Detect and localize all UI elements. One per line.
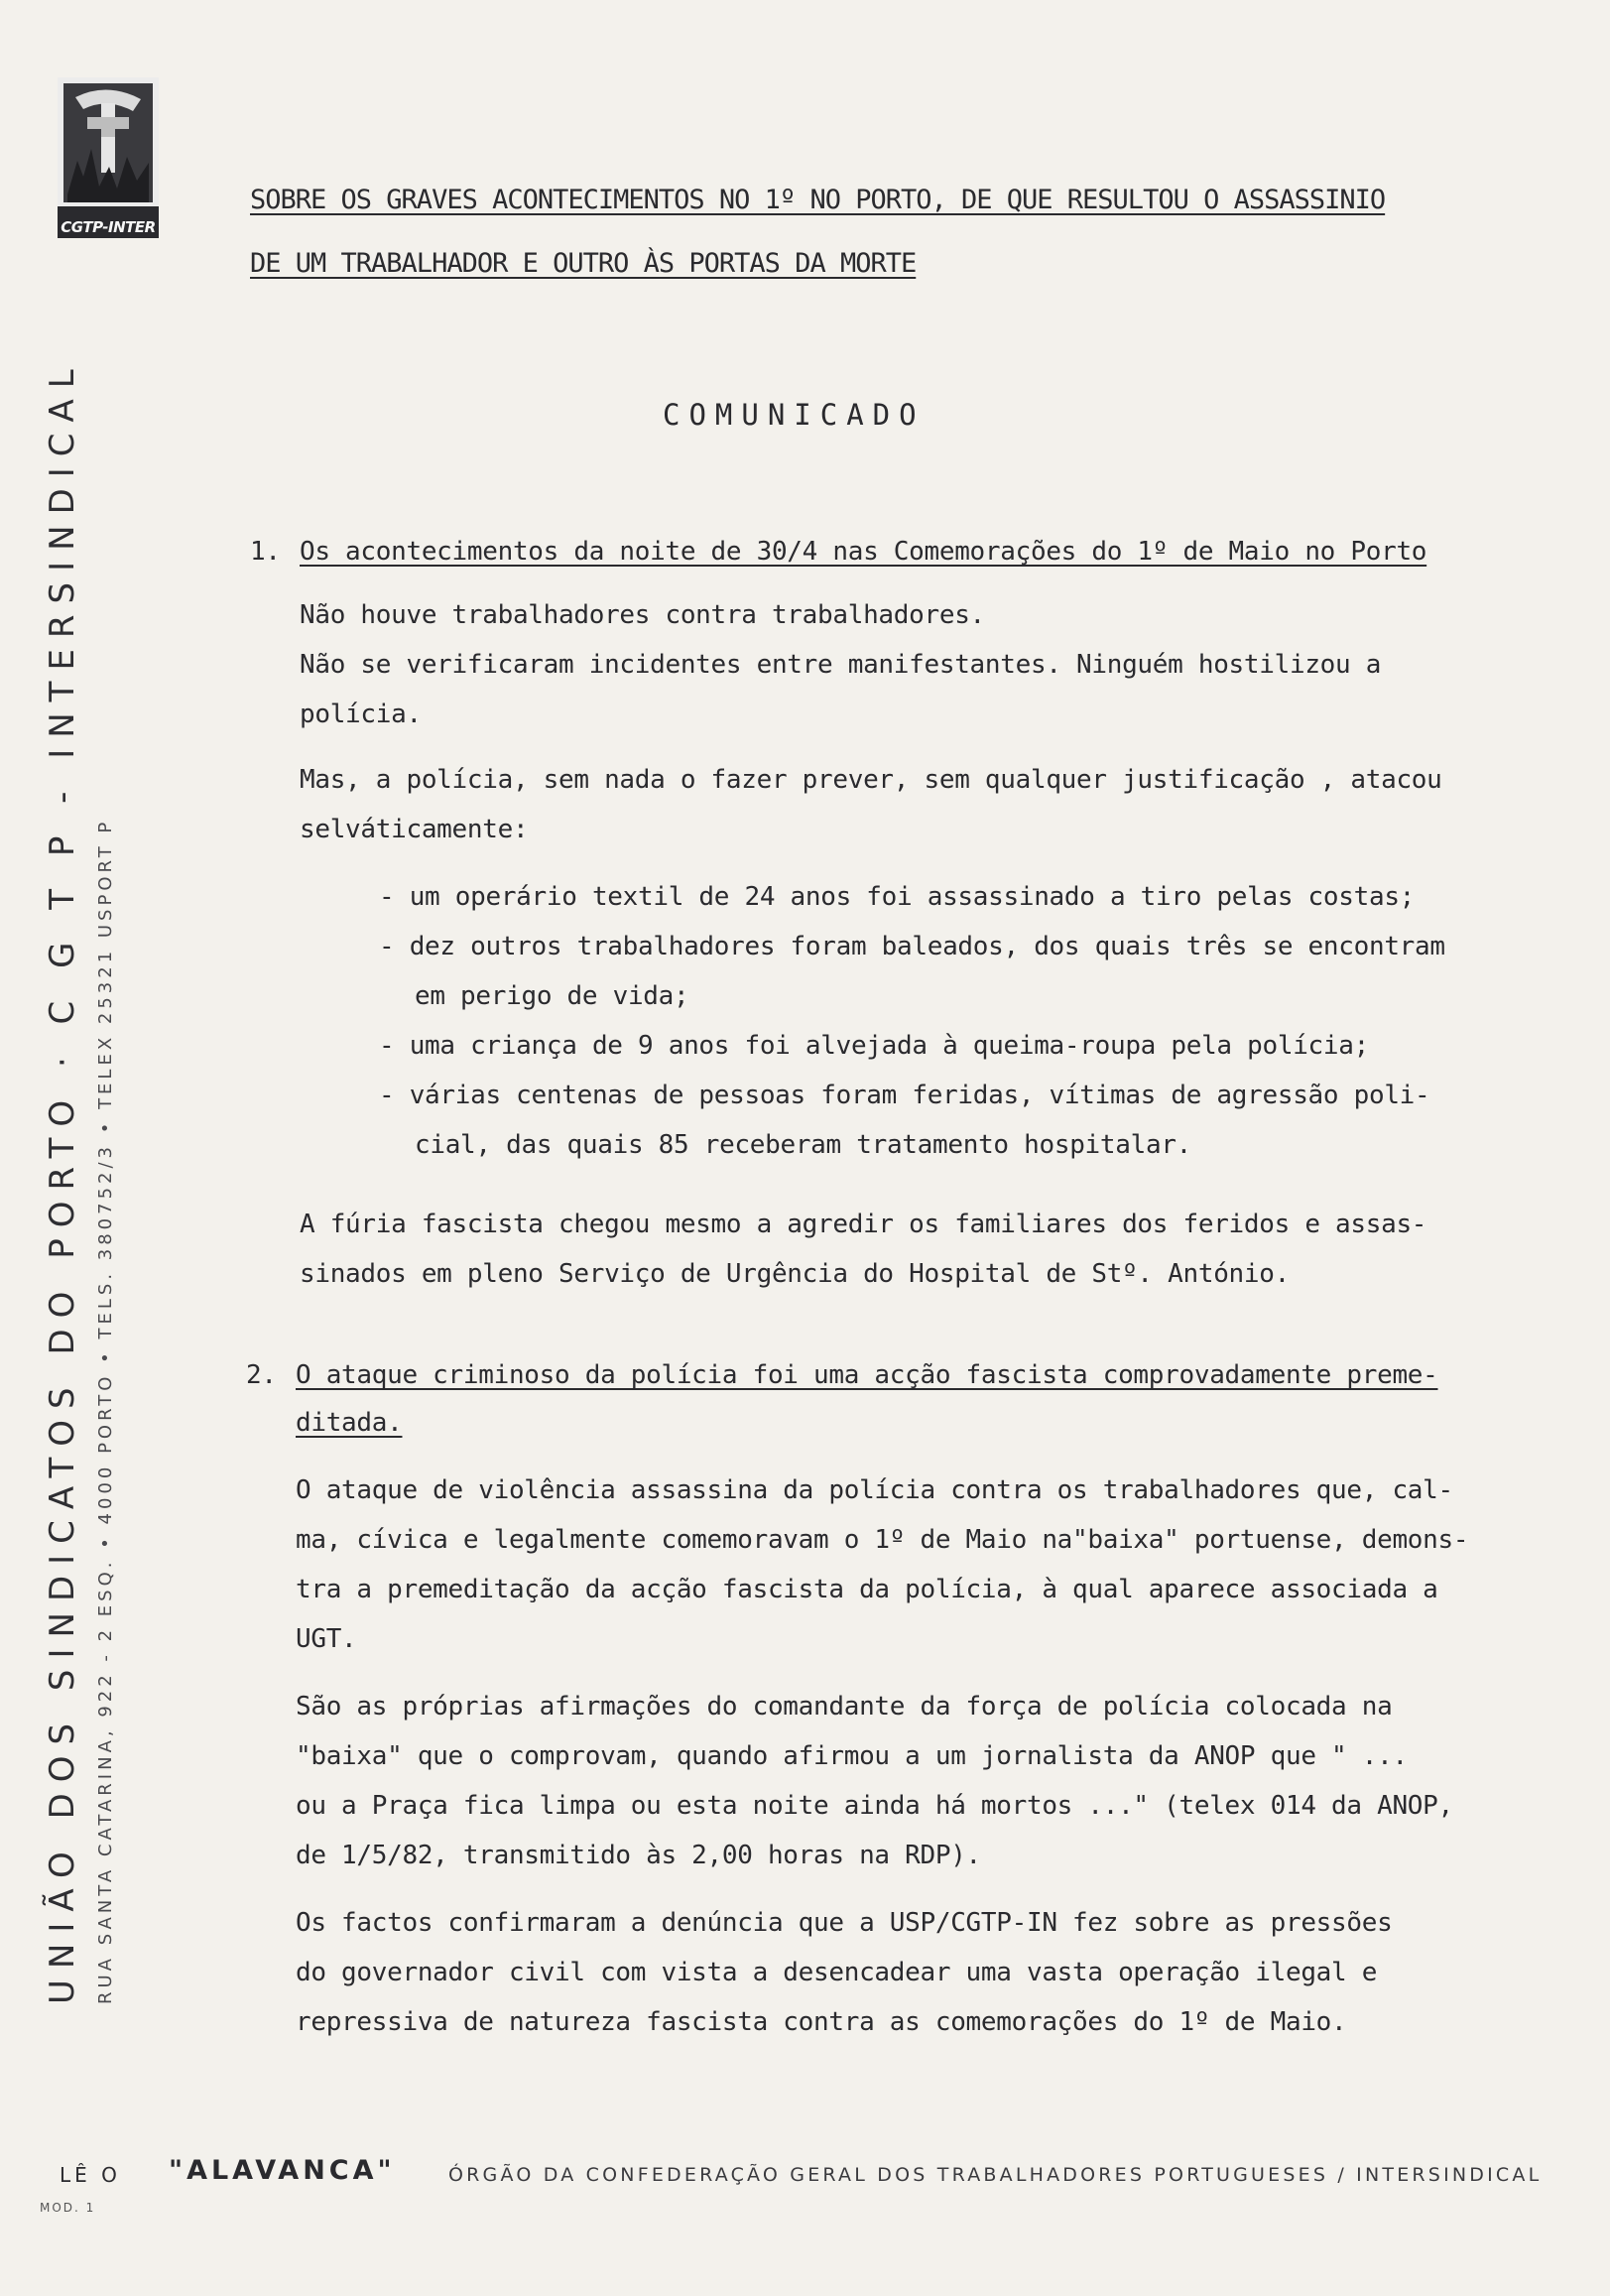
section-1-line: Não houve trabalhadores contra trabalhadores. [300, 600, 985, 630]
section-2-paragraph: de 1/5/82, transmitido às 2,00 horas na RDP). [296, 1841, 981, 1870]
section-2-paragraph: São as próprias afirmações do comandante da força de polícia colocada na [296, 1692, 1393, 1722]
footer-lead: LÊ O [60, 2163, 121, 2187]
logo-text: CGTP-INTER [61, 218, 156, 236]
section-1-title: Os acontecimentos da noite de 30/4 nas Comemorações do 1º de Maio no Porto [300, 537, 1427, 567]
section-1-closing: sinados em pleno Serviço de Urgência do Hospital de Stº. António. [300, 1259, 1290, 1289]
casualty-item: - uma criança de 9 anos foi alvejada à queima-roupa pela polícia; [379, 1031, 1369, 1061]
section-1-number: 1. [250, 537, 281, 567]
section-2-title: O ataque criminoso da polícia foi uma acção fascista comprovadamente preme- [296, 1360, 1438, 1390]
section-2-paragraph: Os factos confirmaram a denúncia que a USP/CGTP-IN fez sobre as pressões [296, 1908, 1393, 1938]
section-2-paragraph: ma, cívica e legalmente comemoravam o 1º de Maio na"baixa" portuense, demons- [296, 1525, 1469, 1555]
section-2-paragraph: repressiva de natureza fascista contra as comemorações do 1º de Maio. [296, 2007, 1347, 2037]
sidebar-address [40, 258, 169, 2004]
show-through-text [1161, 228, 1319, 1419]
sidebar-organization: UNIÃO DOS SINDICATOS DO PORTO · C G T P - INTERSINDICAL [43, 358, 82, 2004]
document-heading: COMUNICADO [663, 398, 926, 432]
section-2-paragraph: tra a premeditação da acção fascista da polícia, à qual aparece associada a [296, 1575, 1438, 1604]
footer-brand: "ALAVANCA" [169, 2155, 396, 2186]
section-2-paragraph: "baixa" que o comprovam, quando afirmou a um jornalista da ANOP que " ... [296, 1741, 1408, 1771]
section-2-number: 2. [246, 1360, 277, 1390]
section-2-paragraph: do governador civil com vista a desencadear uma vasta operação ilegal e [296, 1958, 1378, 1987]
section-2-paragraph: UGT. [296, 1624, 357, 1654]
section-1-line: selváticamente: [300, 815, 529, 844]
section-2-title: ditada. [296, 1408, 403, 1438]
section-1-closing: A fúria fascista chegou mesmo a agredir os familiares dos feridos e assas- [300, 1210, 1427, 1239]
section-1-line: polícia. [300, 700, 422, 729]
casualty-item: em perigo de vida; [415, 981, 689, 1011]
cgtp-logo [58, 77, 159, 238]
sidebar-contact: RUA SANTA CATARINA, 922 - 2 ESQ. • 4000 PORTO • TELS. 380752/3 • TELEX 25321 USPORT P [95, 818, 116, 2004]
footer-description: ÓRGÃO DA CONFEDERAÇÃO GERAL DOS TRABALHADORES PORTUGUESES / INTERSINDICAL [448, 2164, 1543, 2186]
form-model-number: MOD. 1 [40, 2201, 96, 2215]
section-2-paragraph: ou a Praça fica limpa ou esta noite ainda há mortos ..." (telex 014 da ANOP, [296, 1791, 1453, 1821]
footer [60, 2155, 1587, 2195]
casualty-item: cial, das quais 85 receberam tratamento hospitalar. [415, 1130, 1192, 1160]
casualty-item: - várias centenas de pessoas foram feridas, vítimas de agressão poli- [379, 1081, 1430, 1110]
section-2-paragraph: O ataque de violência assassina da polícia contra os trabalhadores que, cal- [296, 1475, 1453, 1505]
casualty-item: - um operário textil de 24 anos foi assassinado a tiro pelas costas; [379, 882, 1416, 912]
casualty-item: - dez outros trabalhadores foram baleados, dos quais três se encontram [379, 932, 1445, 961]
section-1-line: Mas, a polícia, sem nada o fazer prever, sem qualquer justificação , atacou [300, 765, 1442, 795]
document-title-line-2: DE UM TRABALHADOR E OUTRO ÀS PORTAS DA MORTE [250, 248, 917, 279]
logo-emblem-icon [58, 77, 159, 238]
document-title-line-1: SOBRE OS GRAVES ACONTECIMENTOS NO 1º NO PORTO, DE QUE RESULTOU O ASSASSINIO [250, 185, 1386, 215]
section-1-line: Não se verificaram incidentes entre manifestantes. Ninguém hostilizou a [300, 650, 1382, 680]
